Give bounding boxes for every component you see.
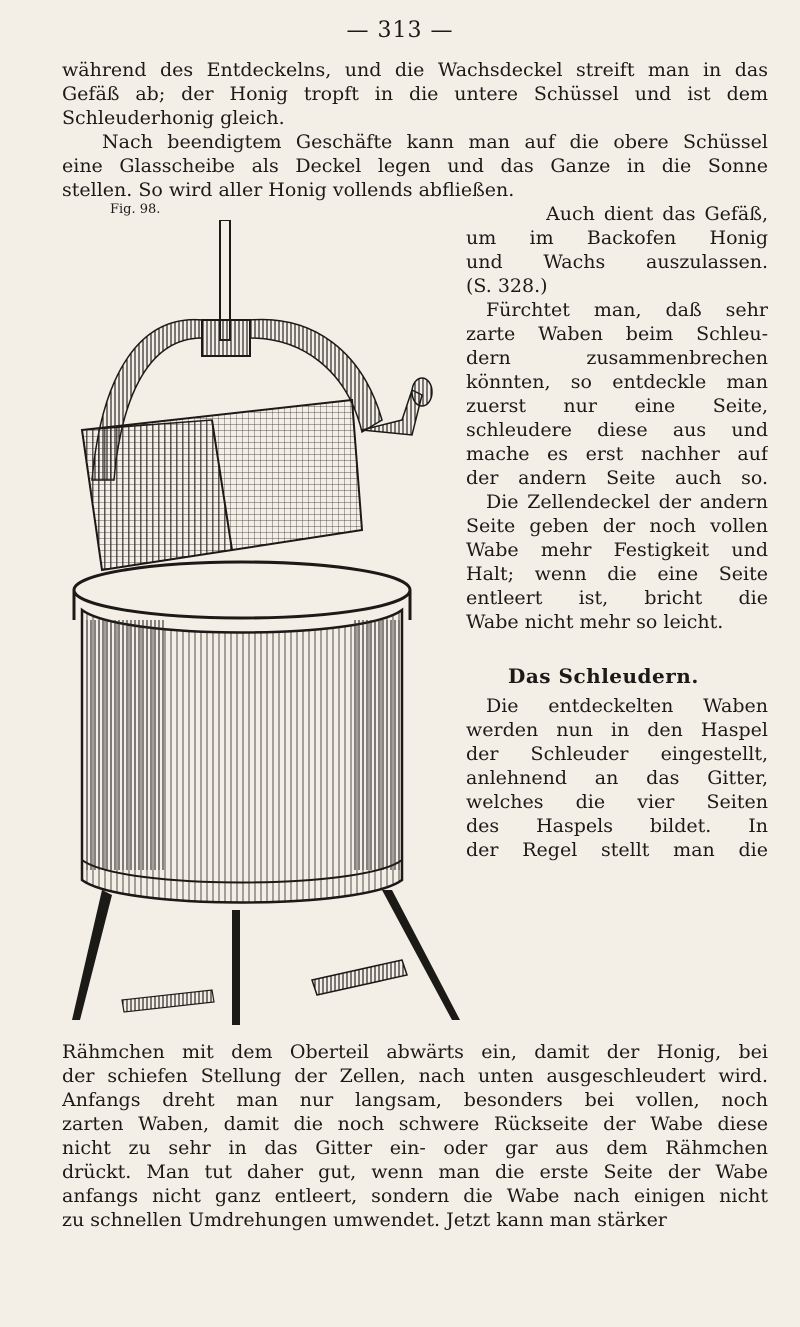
text-line: welches die vier Seiten [466,791,768,813]
leg-center [232,910,240,1025]
text-line: anfangs nicht ganz entleert, sondern die Wabe nach einigen nicht [62,1185,768,1207]
text-line: Wabe nicht mehr so leicht. [466,611,724,633]
text-line: werden nun in den Haspel [466,719,768,741]
text-line: Gefäß ab; der Honig tropft in die untere Schüssel und ist dem [62,83,768,105]
leg-right [382,890,460,1020]
text-line: zarten Waben, damit die noch schwere Rückseite der Wabe diese [62,1113,768,1135]
text-line: Rähmchen mit dem Oberteil abwärts ein, damit der Honig, bei [62,1041,768,1063]
text-line: anlehnend an das Gitter, [466,767,768,789]
leg-left [72,890,112,1020]
text-line: Anfangs dreht man nur langsam, besonders bei vollen, noch [62,1089,768,1111]
text-line: entleert ist, bricht die [466,587,768,609]
figure-label: Fig. 98. [110,202,161,217]
text-line: Die Zellendeckel der andern [486,491,768,513]
text-line: Fürchtet man, daß sehr [486,299,768,321]
drum-rim [74,562,410,618]
text-line: nicht zu sehr in das Gitter ein- oder gar aus dem Rähmchen [62,1137,768,1159]
text-line: Auch dient das Gefäß, [546,203,768,225]
text-line: der Schleuder eingestellt, [466,743,768,765]
text-line: mache es erst nachher auf [466,443,768,465]
text-line: zarte Waben beim Schleu- [466,323,768,345]
text-line: stellen. So wird aller Honig vollends abfließen. [62,179,515,201]
hub [202,320,250,356]
crank-knob [412,378,432,406]
text-line: der schiefen Stellung der Zellen, nach unten ausgeschleudert wird. [62,1065,768,1087]
page-number: — 313 — [346,18,454,43]
text-line: Schleuderhonig gleich. [62,107,285,129]
text-line: Seite geben der noch vollen [466,515,768,537]
text-line: und Wachs auszulassen. [466,251,768,273]
text-line: Nach beendigtem Geschäfte kann man auf die obere Schüssel [102,131,768,153]
text-line: eine Glasscheibe als Deckel legen und das Ganze in die Sonne [62,155,768,177]
text-line: könnten, so entdeckle man [466,371,768,393]
section-heading: Das Schleudern. [508,664,699,688]
text-line: dern zusammenbrechen [466,347,768,369]
text-line: des Haspels bildet. In [466,815,768,837]
text-line: um im Backofen Honig [466,227,768,249]
text-line: schleudere diese aus und [466,419,768,441]
text-line: Wabe mehr Festigkeit und [466,539,768,561]
text-line: Die entdeckelten Waben [486,695,768,717]
honey-extractor-illustration [62,220,460,1030]
honey-spout [312,960,407,995]
text-line: zu schnellen Umdrehungen umwendet. Jetzt kann man stärker [62,1209,667,1231]
text-line: der Regel stellt man die [466,839,768,861]
text-line: zuerst nur eine Seite, [466,395,768,417]
text-line: drückt. Man tut daher gut, wenn man die erste Seite der Wabe [62,1161,768,1183]
text-line: während des Entdeckelns, und die Wachsdeckel streift man in das [62,59,768,81]
text-line: Halt; wenn die eine Seite [466,563,768,585]
text-line: der andern Seite auch so. [466,467,768,489]
text-line: (S. 328.) [466,275,548,297]
